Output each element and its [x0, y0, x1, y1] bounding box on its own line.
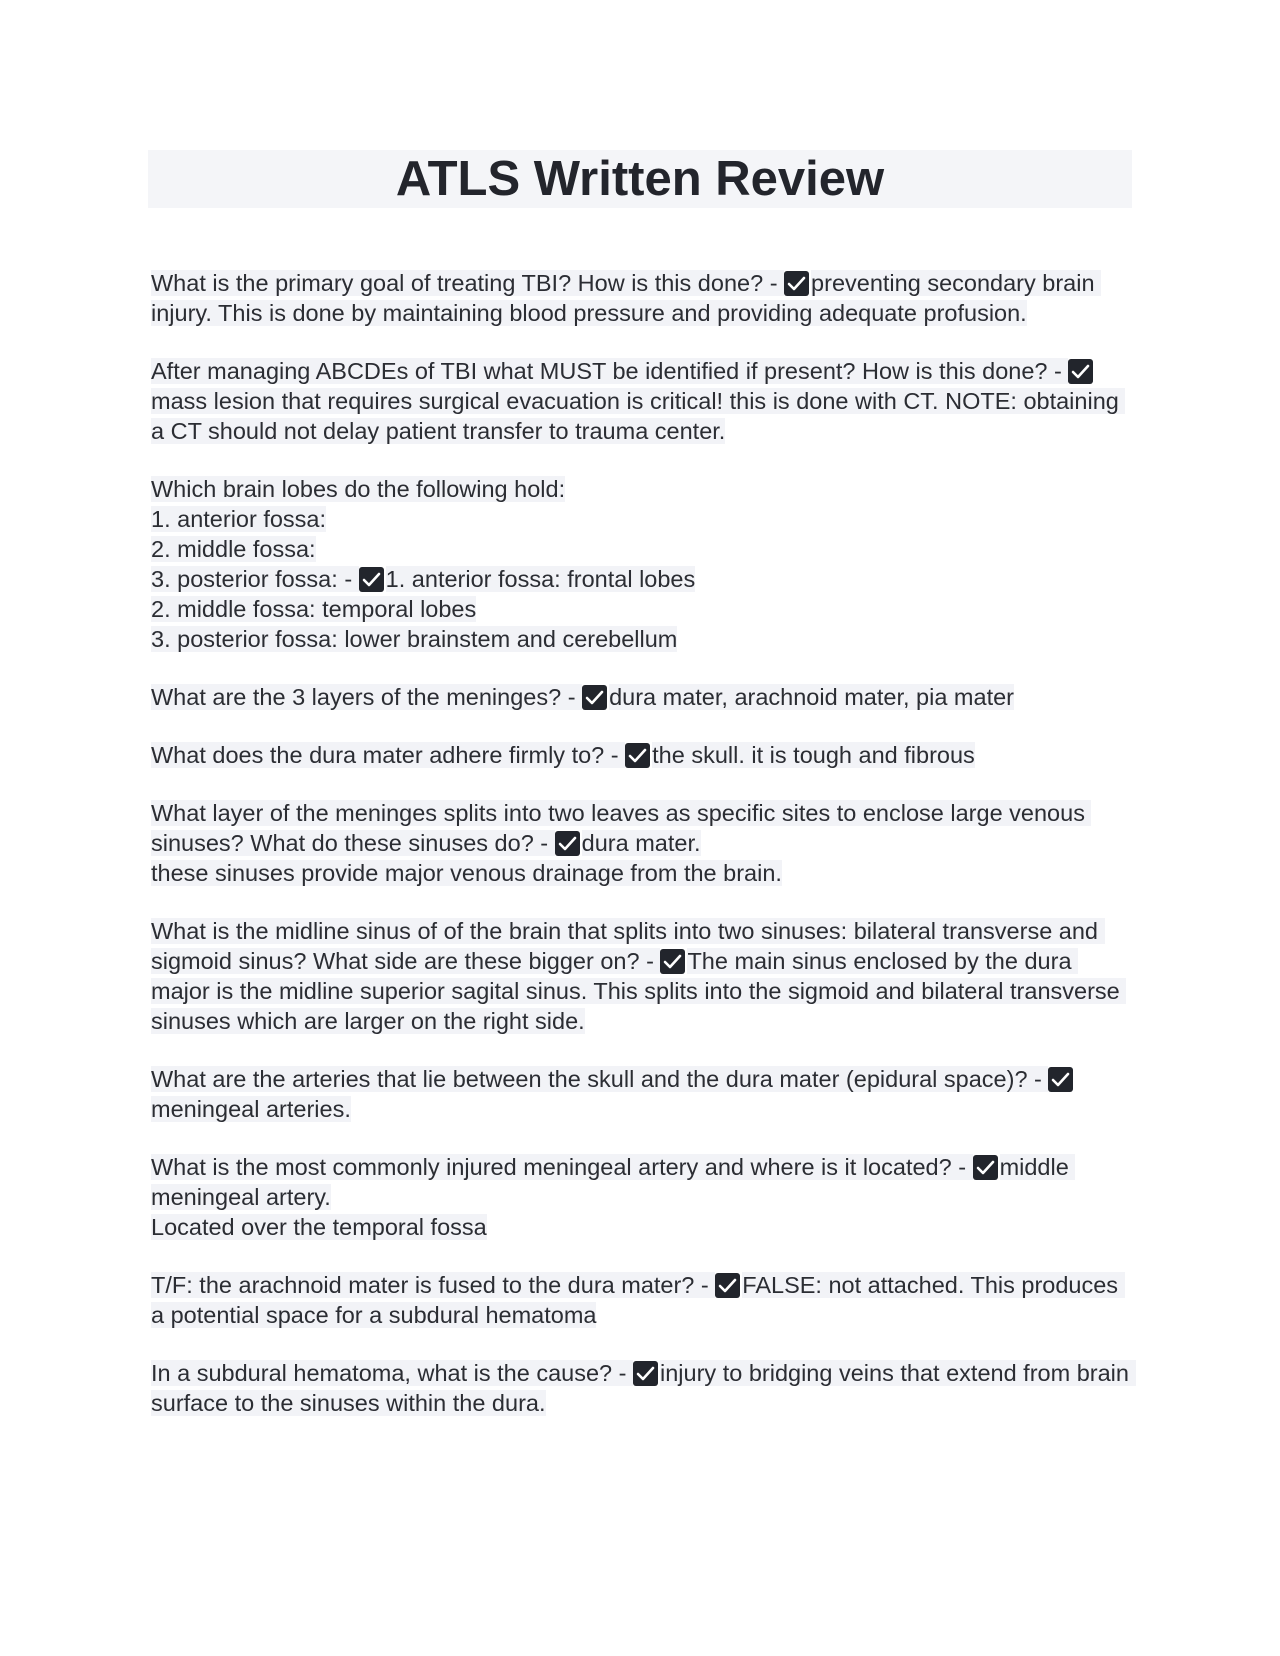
answer-text: dura mater, arachnoid mater, pia mater: [609, 684, 1014, 710]
question-text: What layer of the meninges splits into two leaves as specific sites to enclose large venous sinuses? What do these sinuses do? -: [151, 800, 1092, 856]
answer-text: 1. anterior fossa: frontal lobes 2. middle fossa: temporal lobes 3. posterior fossa: lower brainstem and cerebellum: [151, 566, 696, 652]
answer-text: the skull. it is tough and fibrous: [652, 742, 975, 768]
question-text: What does the dura mater adhere firmly to? -: [151, 742, 626, 768]
qa-item: [151, 474, 1131, 654]
answer-text: mass lesion that requires surgical evacuation is critical! this is done with CT. NOTE: obtaining a CT should not delay patient transfer to trauma center.: [151, 388, 1126, 444]
qa-item: [151, 740, 1131, 770]
qa-item: [151, 1152, 1131, 1242]
qa-item: [151, 916, 1131, 1036]
checkbox-checked-icon: [625, 743, 650, 768]
question-text: After managing ABCDEs of TBI what MUST be identified if present? How is this done? -: [151, 358, 1069, 384]
qa-item: [151, 682, 1131, 712]
checkbox-checked-icon: [784, 271, 809, 296]
checkbox-checked-icon: [1068, 359, 1093, 384]
checkbox-checked-icon: [715, 1273, 740, 1298]
qa-item: [151, 356, 1131, 446]
answer-text: FALSE: not attached. This produces a potential space for a subdural hematoma: [151, 1272, 1125, 1328]
question-text: What is the primary goal of treating TBI? How is this done? -: [151, 270, 785, 296]
checkbox-checked-icon: [1048, 1067, 1073, 1092]
qa-item: [151, 268, 1131, 328]
answer-text: middle meningeal artery. Located over the temporal fossa: [151, 1154, 1075, 1240]
question-text: In a subdural hematoma, what is the cause? -: [151, 1360, 634, 1386]
qa-item: [151, 1358, 1136, 1418]
qa-list: [151, 268, 1136, 1446]
question-text: T/F: the arachnoid mater is fused to the dura mater? -: [151, 1272, 716, 1298]
question-text: What are the arteries that lie between the skull and the dura mater (epidural space)? -: [151, 1066, 1049, 1092]
answer-text: dura mater. these sinuses provide major venous drainage from the brain.: [151, 830, 782, 886]
checkbox-checked-icon: [973, 1155, 998, 1180]
title-banner: [148, 150, 1132, 208]
qa-item: [151, 798, 1131, 888]
qa-item: [151, 1270, 1131, 1330]
checkbox-checked-icon: [359, 567, 384, 592]
answer-text: preventing secondary brain injury. This is done by maintaining blood pressure and providing adequate profusion.: [151, 270, 1102, 326]
answer-text: injury to bridging veins that extend from brain surface to the sinuses within the dura.: [151, 1360, 1136, 1416]
checkbox-checked-icon: [660, 949, 685, 974]
question-text: Which brain lobes do the following hold: 1. anterior fossa: 2. middle fossa: 3. posterior fossa: -: [151, 476, 566, 592]
document-title: ATLS Written Review: [395, 152, 885, 206]
question-text: What is the midline sinus of of the brain that splits into two sinuses: bilateral transverse and sigmoid sinus? What side are these bigger on? -: [151, 918, 1105, 974]
question-text: What are the 3 layers of the meninges? -: [151, 684, 583, 710]
answer-text: The main sinus enclosed by the dura major is the midline superior sagital sinus. This splits into the sigmoid and bilateral transverse sinuses which are larger on the right side.: [151, 948, 1127, 1034]
checkbox-checked-icon: [555, 831, 580, 856]
question-text: What is the most commonly injured meningeal artery and where is it located? -: [151, 1154, 973, 1180]
checkbox-checked-icon: [582, 685, 607, 710]
qa-item: [151, 1064, 1131, 1124]
answer-text: meningeal arteries.: [151, 1096, 351, 1122]
checkbox-checked-icon: [633, 1361, 658, 1386]
